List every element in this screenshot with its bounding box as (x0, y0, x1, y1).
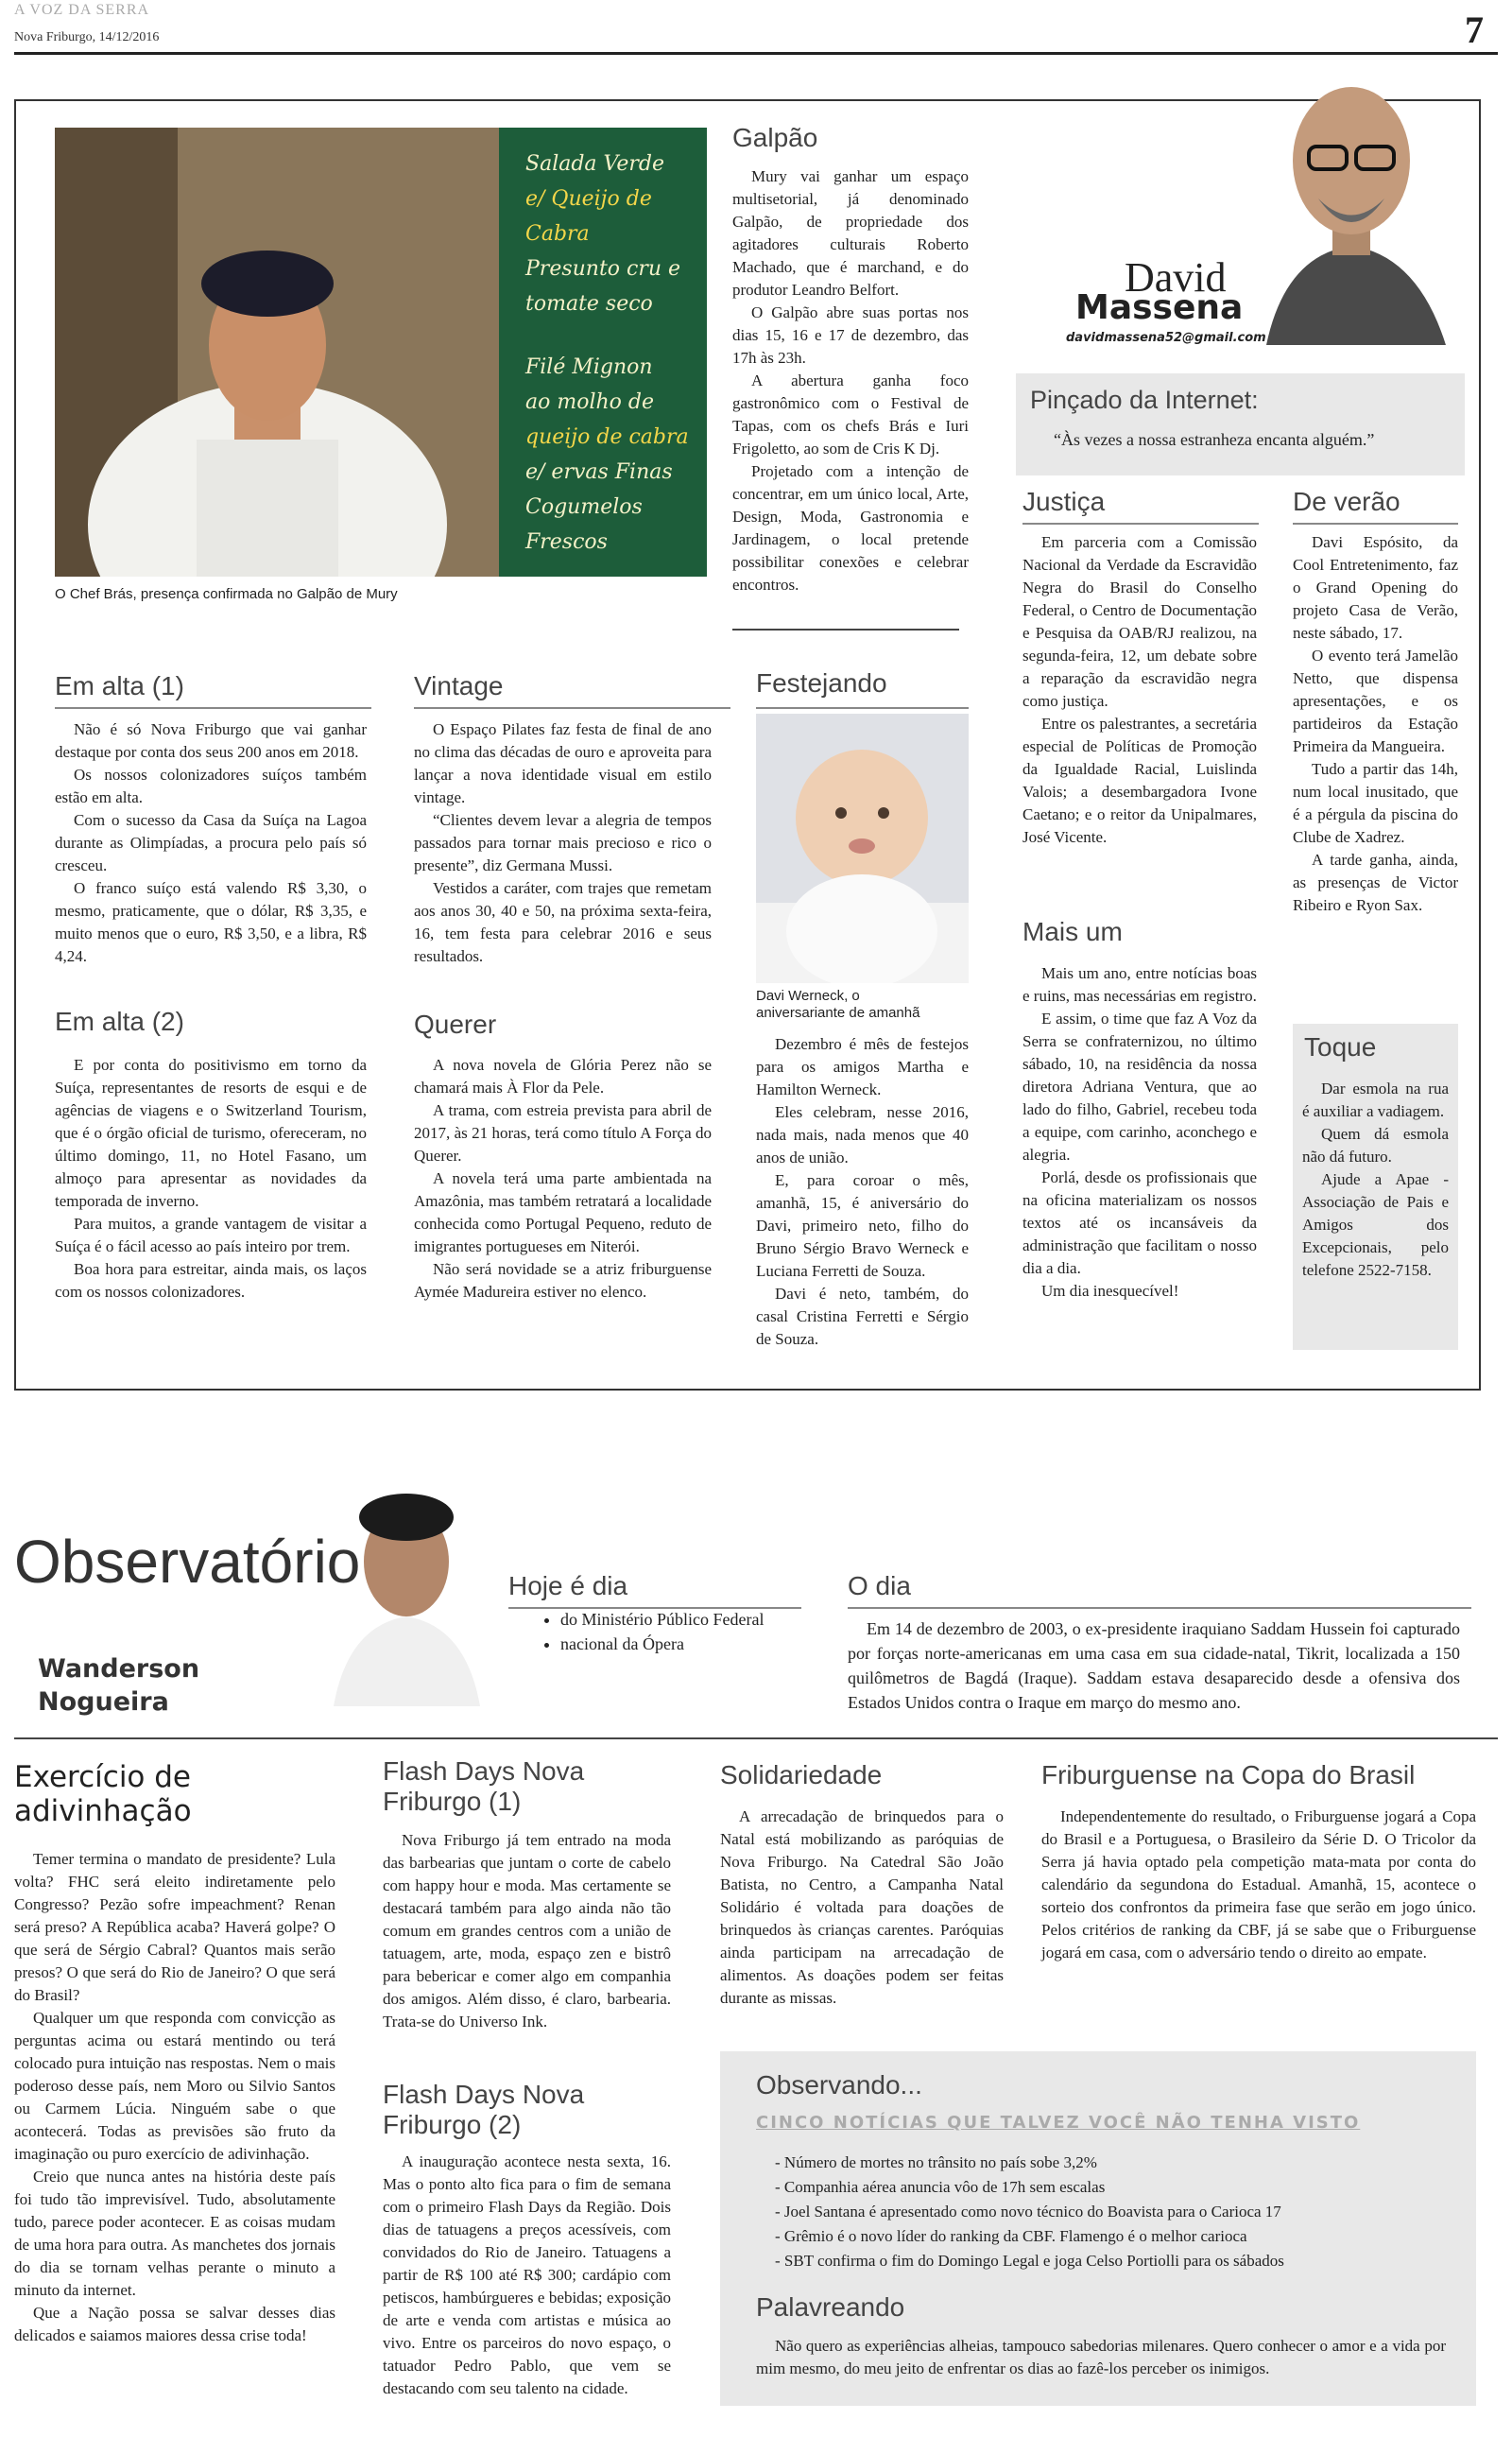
paragraph: E, para coroar o mês, amanhã, 15, é aniversário do Davi, primeiro neto, filho do Bruno Sérgio Bravo Werneck e Luciana Ferretti de Souza. (756, 1171, 969, 1280)
board-line: Cogumelos Frescos (525, 495, 643, 554)
board-line: Filé Mignon (525, 355, 653, 379)
list-item: - Companhia aérea anuncia vôo de 17h sem escalas (775, 2178, 1106, 2196)
paragraph: O Espaço Pilates faz festa de final de ano no clima das décadas de ouro e aproveita para lançar a nova identidade visual em estilo vintage. (414, 720, 712, 806)
paragraph: O Galpão abre suas portas nos dias 15, 16 e 17 de dezembro, das 17h às 23h. (732, 303, 969, 367)
observatorio-title: Observatório (14, 1528, 361, 1596)
bottom-rule (14, 1737, 1498, 1739)
paragraph: O franco suíço está valendo R$ 3,30, o mesmo, praticamente, que o dólar, R$ 3,35, e muito menos que o euro, R$ 3,50, e a libra, R$ 4,24. (55, 879, 367, 965)
galpao-title: Galpão (732, 123, 818, 152)
paragraph: “Clientes devem levar a alegria de tempos passados para tornar mais precioso e rico o presente”, diz Germana Mussi. (414, 811, 712, 874)
paragraph: Vestidos a caráter, com trajes que remetam aos anos 30, 40 e 50, na próxima sexta-feira, 16, tem festa para celebrar 2016 e seus resultados. (414, 879, 712, 965)
paragraph: Entre os palestrantes, a secretária especial de Políticas de Promoção da Igualdade Racial, Luislinda Valois; a desembargadora Ivone Caetano; e o reitor da Unipalmares, José Vicente. (1022, 715, 1257, 846)
paragraph: Porlá, desde os profissionais que na oficina materializam os nossos textos até os incansáveis da administração que facilitam o nosso dia a dia. (1022, 1168, 1257, 1277)
paragraph: Para muitos, a grande vantagem de visitar a Suíça é o fácil acesso ao país inteiro por trem. (55, 1215, 367, 1255)
list-item: - SBT confirma o fim do Domingo Legal e joga Celso Portiolli para os sábados (775, 2252, 1284, 2270)
paragraph: Em parceria com a Comissão Nacional da Verdade da Escravidão Negra do Brasil do Conselho Federal, o Centro de Documentação e Pesquisa da OAB/RJ realizou, na segunda-feira, 12, um debate sobre a reparação da escravidão negra como justiça. (1022, 533, 1257, 710)
de-verao-title: De verão (1293, 487, 1400, 516)
paragraph: Dezembro é mês de festejos para os amigos Martha e Hamilton Werneck. (756, 1035, 969, 1098)
observatorio-author-first: Wanderson (38, 1654, 200, 1684)
paragraph: Qualquer um que responda com convicção as perguntas acima ou estará mentindo ou terá colocado pura intuição nas respostas. Nem o mais poderoso desse país, nem Moro ou Silvio Santos ou Carmem Lúcia. Ninguém sabe o que acontecerá. Todas as previsões são fruto da imaginação ou puro exercício de adivinhação. (14, 2009, 335, 2163)
board-line: Presunto cru e (525, 257, 681, 281)
columnist-portrait (1228, 57, 1474, 345)
justica-title: Justiça (1022, 487, 1106, 516)
pincado-quote: “Às vezes a nossa estranheza encanta alguém.” (1054, 430, 1375, 449)
section-rule (848, 1607, 1471, 1609)
vintage-body (414, 718, 712, 968)
vintage-title: Vintage (414, 671, 504, 700)
columnist-email: davidmassena52@gmail.com (1066, 331, 1266, 345)
baby-photo-caption: Davi Werneck, o aniversariante de amanhã (756, 988, 920, 1021)
paragraph: Com o sucesso da Casa da Suíça na Lagoa durante as Olimpíadas, a procura pelo país só cresceu. (55, 811, 367, 874)
board-line: ao molho de (525, 390, 655, 414)
top-rule (14, 52, 1498, 55)
paragraph: Quem dá esmola não dá futuro. (1302, 1125, 1449, 1166)
solidariedade-title: Solidariedade (720, 1760, 883, 1789)
mais-um-title: Mais um (1022, 917, 1123, 946)
paragraph: A nova novela de Glória Perez não se chamará mais À Flor da Pele. (414, 1056, 712, 1097)
toque-title: Toque (1304, 1032, 1377, 1062)
festejando-body (756, 1033, 969, 1351)
em-alta-1-title: Em alta (1) (55, 671, 184, 700)
pincado-title: Pinçado da Internet: (1030, 386, 1259, 414)
section-rule (55, 707, 371, 709)
list-item: • do Ministério Público Federal (560, 1607, 764, 1632)
page-number: 7 (1465, 9, 1484, 51)
paragraph: Tudo a partir das 14h, num local inusitado, que é a pérgula da piscina do Clube de Xadrez. (1293, 760, 1458, 846)
observando-title: Observando... (756, 2070, 922, 2100)
baby-photo (756, 714, 969, 983)
paragraph: Não será novidade se a atriz friburguense Aymée Madureira estiver no elenco. (414, 1260, 712, 1301)
paragraph: O evento terá Jamelão Netto, que dispensa apresentações, e os partideiros da Estação Primeira da Mangueira. (1293, 647, 1458, 755)
paragraph: A abertura ganha foco gastronômico com o Festival de Tapas, com os chefs Brás e Iuri Frigoletto, ao som de Cris K Dj. (732, 372, 969, 458)
paragraph: Projetado com a intenção de concentrar, em um único local, Arte, Design, Moda, Gastronomia e Jardinagem, o local pretende possibilitar conexões e celebrar encontros. (732, 462, 969, 594)
flash2-title: Flash Days Nova Friburgo (2) (383, 2080, 585, 2139)
list-item: - Número de mortes no trânsito no país sobe 3,2% (775, 2153, 1097, 2171)
columnist-last-name: Massena (1075, 288, 1244, 327)
hoje-list (508, 1607, 764, 1656)
paragraph: A inauguração acontece nesta sexta, 16. Mas o ponto alto fica para o fim de semana com o primeiro Flash Days da Região. Dois dias de tatuagens a preços acessíveis, com convidados do Rio de Janeiro. Tatuagens a partir de R$ 100 até R$ 300; cardápio com petiscos, hambúrgueres e bebidas; exposição de arte e venda com artistas e música ao vivo. Entre os parceiros do novo espaço, o tatuador Pedro Pablo, que vem se destacando com seu talento na cidade. (383, 2152, 671, 2397)
toque-body (1302, 1078, 1449, 1282)
paragraph: Dar esmola na rua é auxiliar a vadiagem. (1302, 1080, 1449, 1120)
paragraph: Temer termina o mandato de presidente? Lula volta? FHC será eleito indiretamente pelo Congresso? Pezão sofre impeachment? Renan será preso? A República acaba? Haverá golpe? O que será de Sérgio Cabral? Quantos mais serão presos? O que será do Rio de Janeiro? O que será do Brasil? (14, 1850, 335, 2004)
section-rule (756, 707, 969, 709)
flash1-title: Flash Days Nova Friburgo (1) (383, 1756, 585, 1816)
paragraph: Davi Espósito, da Cool Entretenimento, faz o Grand Opening do projeto Casa de Verão, neste sábado, 17. (1293, 533, 1458, 642)
palavreando-title: Palavreando (756, 2292, 905, 2322)
palavreando-body (756, 2335, 1446, 2380)
paragraph: Nova Friburgo já tem entrado na moda das barbearias que juntam o corte de cabelo com happy hour e moda. Mas certamente se destacará também para algo ainda não tão comum em grandes centros com a união de tatuagem, arte, moda, espaço zen e bistrô para bebericar e comer algo em companhia dos amigos. Além disso, é claro, barbearia. Trata-se do Universo Ink. (383, 1831, 671, 2031)
exercicio-title: Exercício de adivinhação (14, 1760, 192, 1828)
copa-body (1041, 1806, 1476, 1964)
section-rule (414, 707, 730, 709)
hoje-title: Hoje é dia (508, 1571, 628, 1600)
list-item: • nacional da Ópera (560, 1632, 764, 1656)
flash1-body (383, 1829, 671, 2033)
paragraph: Davi é neto, também, do casal Cristina Ferretti e Sérgio de Souza. (756, 1285, 969, 1348)
paragraph: Um dia inesquecível! (1041, 1282, 1179, 1300)
section-rule (1022, 523, 1259, 525)
paragraph: Não é só Nova Friburgo que vai ganhar destaque por conta dos seus 200 anos em 2018. (55, 720, 367, 761)
observando-list (775, 2151, 1284, 2273)
board-line: tomate seco (525, 292, 653, 316)
paragraph: A novela terá uma parte ambientada na Amazônia, mas também retratará a localidade conhecida como Portugal Pequeno, reduto de imigrantes portugueses em Niterói. (414, 1169, 712, 1255)
observando-subtitle: CINCO NOTÍCIAS QUE TALVEZ VOCÊ NÃO TENHA VISTO (756, 2113, 1361, 2133)
paragraph: Eles celebram, nesse 2016, nada mais, nada menos que 40 anos de união. (756, 1103, 969, 1167)
paragraph: Em 14 de dezembro de 2003, o ex-presidente iraquiano Saddam Hussein foi capturado por forças norte-americanas em uma casa em sua cidade-natal, Tikrit, localizada a 150 quilômetros de Bagdá (Iraque). Saddam estava desaparecido desde a ofensiva dos Estados Unidos contra o Iraque em março do mesmo ano. (848, 1619, 1460, 1712)
chef-photo (55, 128, 707, 577)
masthead-name: A VOZ DA SERRA (14, 2, 150, 18)
board-line: e/ Queijo de Cabra (525, 187, 652, 246)
exercicio-body (14, 1848, 335, 2347)
board-line: e/ ervas Finas (525, 460, 673, 484)
paragraph: Ajude a Apae - Associação de Pais e Amigos dos Excepcionais, pelo telefone 2522-7158. (1302, 1170, 1449, 1279)
justica-body (1022, 531, 1257, 849)
board-line: queijo de cabra (525, 425, 689, 449)
em-alta-2-body (55, 1054, 367, 1304)
paragraph: Independentemente do resultado, o Friburguense jogará a Copa do Brasil e a Portuguesa, o Brasileiro da Série D. O Tricolor da Serra já havia optado pela competição mata-mata por conta do calendário da segundona do Estadual. Amanhã, 15, acontece o sorteio dos confrontos da primeira fase que serão em jogo único. Pelos critérios de ranking da CBF, já se sabe que o Friburguense jogará em casa, com o adversário tendo o direito ao empate. (1041, 1807, 1476, 1961)
section-rule (1293, 523, 1458, 525)
paragraph: Não quero as experiências alheias, tampouco sabedorias milenares. Quero conhecer o amor e a vida por mim mesmo, do meu jeito de enfrentar os dias ao fazê-los perceber os inimigos. (756, 2337, 1446, 2377)
paragraph: Mury vai ganhar um espaço multisetorial, já denominado Galpão, de propriedade dos agitadores culturais Roberto Machado, que é marchand, e do produtor Leandro Belfort. (732, 167, 969, 299)
paragraph: A tarde ganha, ainda, as presenças de Victor Ribeiro e Ryon Sax. (1293, 851, 1458, 914)
copa-title: Friburguense na Copa do Brasil (1041, 1760, 1416, 1789)
galpao-body (732, 165, 969, 596)
querer-body (414, 1054, 712, 1304)
galpao-rule (732, 629, 959, 631)
em-alta-1-body (55, 718, 367, 968)
o-dia-body (848, 1616, 1460, 1715)
flash2-body (383, 2151, 671, 2400)
em-alta-2-title: Em alta (2) (55, 1007, 184, 1036)
masthead-date: Nova Friburgo, 14/12/2016 (14, 30, 160, 44)
observatorio-portrait (329, 1484, 485, 1706)
list-item: - Joel Santana é apresentado como novo técnico do Boavista para o Carioca 17 (775, 2203, 1281, 2221)
chalkboard (499, 128, 707, 577)
paragraph: E por conta do positivismo em torno da Suíça, representantes de resorts de esqui e de agências de viagens e o Switzerland Tourism, que é o órgão oficial de turismo, ofereceram, no último domingo, 11, no Hotel Fasano, um almoço para apresentar as novidades da temporada de inverno. (55, 1056, 367, 1210)
paragraph: A arrecadação de brinquedos para o Natal está mobilizando as paróquias de Nova Friburgo. Na Catedral São João Batista, no Centro, a Campanha Natal Solidário é voltada para doações de brinquedos às crianças carentes. Paróquias ainda participam na arrecadação de alimentos. As doações podem ser feitas durante as missas. (720, 1807, 1004, 2007)
de-verao-body (1293, 531, 1458, 917)
paragraph: A trama, com estreia prevista para abril de 2017, às 21 horas, terá como título A Força do Querer. (414, 1101, 712, 1165)
paragraph: Os nossos colonizadores suíços também estão em alta. (55, 766, 367, 806)
querer-title: Querer (414, 1010, 497, 1039)
paragraph: E assim, o time que faz A Voz da Serra se confraternizou, no último sábado, 10, na residência da nossa diretora Adriana Ventura, que ao lado do filho, Gabriel, recebeu toda a equipe, com carinho, aconchego e alegria. (1022, 1010, 1257, 1164)
mais-um-body (1022, 962, 1257, 1303)
paragraph: Creio que nunca antes na história deste país foi tudo tão imprevisível. Tudo, absolutamente tudo, parece poder acontecer. E as coisas mudam de uma hora para outra. As manchetes dos jornais do dia se tornam velhas perante o minuto a minuto da internet. (14, 2168, 335, 2299)
paragraph: Que a Nação possa se salvar desses dias delicados e saiamos maiores dessa crise toda! (14, 2304, 335, 2344)
paragraph: Mais um ano, entre notícias boas e ruins, mas necessárias em registro. (1022, 964, 1257, 1005)
o-dia-title: O dia (848, 1571, 911, 1600)
solidariedade-body (720, 1806, 1004, 2010)
columnist-first-name: David (1125, 254, 1227, 301)
observatorio-author-last: Nogueira (38, 1687, 169, 1717)
paragraph: Boa hora para estreitar, ainda mais, os laços com os nossos colonizadores. (55, 1260, 367, 1301)
board-line: Salada Verde (525, 152, 665, 176)
chef-photo-caption: O Chef Brás, presença confirmada no Galpão de Mury (55, 586, 398, 602)
list-item: - Grêmio é o novo líder do ranking da CBF. Flamengo é o melhor carioca (775, 2227, 1247, 2245)
festejando-title: Festejando (756, 668, 887, 698)
